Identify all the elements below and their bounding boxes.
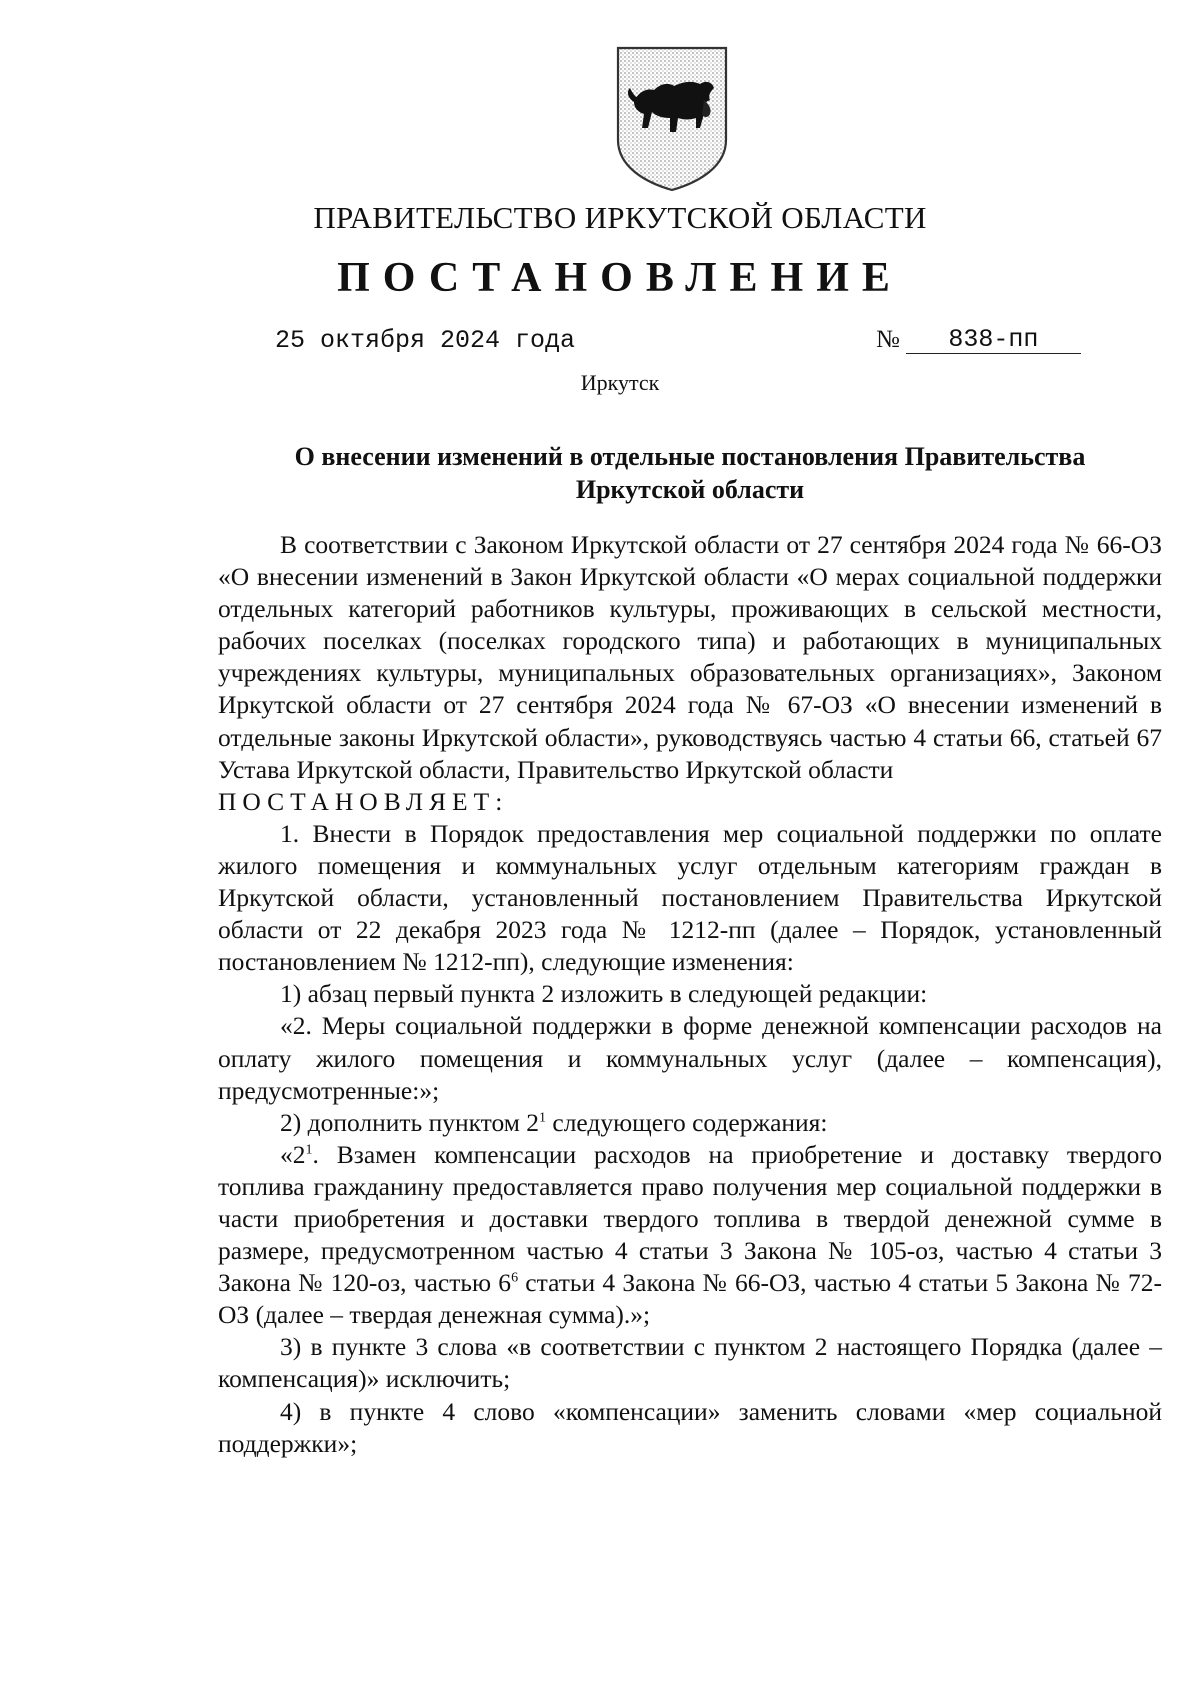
subitem-2-text-pre: 2) дополнить пунктом 2 (280, 1107, 539, 1137)
number-sign: № (876, 326, 900, 353)
item-1-paragraph: 1. Внести в Порядок предоставления мер социальной поддержки по оплате жилого помещения и коммунальных услуг отдельным категориям граждан в Иркутской области, установленный постановлением Правительства Иркутской области от 22 декабря 2023 года № 1212-пп (далее – Порядок, установленный постановлением № 1212-пп), следующие изменения: (218, 818, 1162, 977)
subitem-1-paragraph: 1) абзац первый пункта 2 изложить в следующей редакции: (280, 979, 928, 1009)
document-city: Иркутск (580, 370, 660, 395)
number-value: 838-пп (906, 327, 1081, 354)
heading-line-1: О внесении изменений в отдельные постановления Правительства (294, 442, 1086, 471)
document-body (218, 529, 1162, 1460)
quote-2-superscript: 1 (305, 1142, 313, 1158)
government-title: ПРАВИТЕЛЬСТВО ИРКУТСКОЙ ОБЛАСТИ (313, 200, 927, 235)
quote-2-text-mid: . Взамен компенсации расходов на приобретение и доставку твердого топлива гражданину предоставляется право получения мер социальной поддержки в части приобретения и доставки твердого топлива в твердой денежной сумме в размере, предусмотренном частью 4 статьи 3 Закона № 105-оз, частью 4 статьи 3 Закона № 120-оз, частью 6 (218, 1139, 1162, 1298)
subitem-3-paragraph: 3) в пункте 3 слова «в соответствии с пунктом 2 настоящего Порядка (далее – компенсация)» исключить; (218, 1332, 1162, 1394)
document-type: ПОСТАНОВЛЕНИЕ (337, 255, 903, 301)
quote-2-superscript-2: 6 (511, 1270, 519, 1286)
document-number (876, 326, 1081, 354)
document-date: 25 октября 2024 года (275, 326, 576, 355)
document-heading (255, 440, 1125, 506)
subitem-2-superscript: 1 (539, 1110, 546, 1126)
quote-1-paragraph: «2. Меры социальной поддержки в форме денежной компенсации расходов на оплату жилого помещения и коммунальных услуг (далее – компенсация), предусмотренные:»; (218, 1011, 1162, 1105)
subitem-2-paragraph (218, 1107, 1162, 1139)
subitem-2-text-post: следующего содержания: (546, 1107, 828, 1137)
resolves-word: ПОСТАНОВЛЯЕТ: (218, 786, 509, 816)
quote-2-paragraph (218, 1139, 1162, 1332)
subitem-4-paragraph: 4) в пункте 4 слово «компенсации» заменить словами «мер социальной поддержки»; (218, 1396, 1162, 1458)
coat-of-arms-emblem (612, 44, 732, 192)
heading-line-2: Иркутской области (575, 475, 805, 504)
quote-2-text-pre: «2 (280, 1139, 306, 1169)
quote-2-text-post: статьи 4 Закона № 66-ОЗ, частью 4 статьи 5 Закона № 72-ОЗ (далее – твердая денежная сумма).»; (218, 1268, 1162, 1330)
preamble-paragraph: В соответствии с Законом Иркутской области от 27 сентября 2024 года № 66-ОЗ «О внесении изменений в Закон Иркутской области «О мерах социальной поддержки отдельных категорий работников культуры, проживающих в сельской местности, рабочих поселках (поселках городского типа) и работающих в муниципальных учреждениях культуры, муниципальных образовательных организациях», Законом Иркутской области от 27 сентября 2024 года № 67-ОЗ «О внесении изменений в отдельные законы Иркутской области», руководствуясь частью 4 статьи 66, статьей 67 Устава Иркутской области, Правительство Иркутской области (218, 530, 1162, 784)
